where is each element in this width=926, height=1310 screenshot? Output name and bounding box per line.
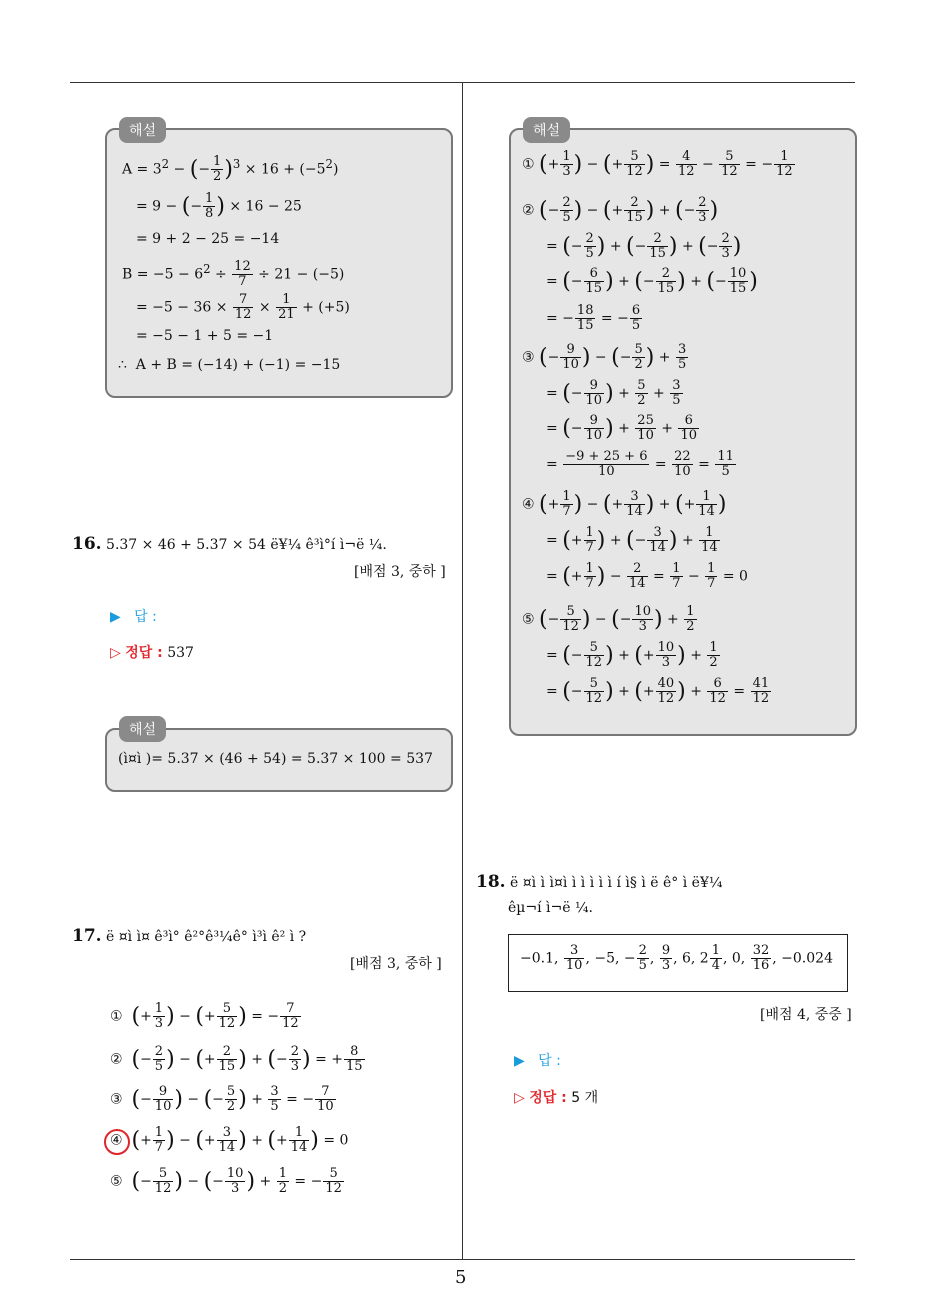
number-list: −0.1, $\frac{3}{10}$ , −5, − $\frac{2}{5}$ , $\frac{9}{3}$ , 6, 2 $\frac{1}{4}$ , 0, $\frac{32}{16}$ , −0.024 (520, 943, 833, 973)
play-outline-icon: ▷ (110, 645, 121, 661)
question-text: 5.37 × 46 + 5.37 × 54 ë¥¼ ê³ì°í ì¬ë ¼. (106, 537, 387, 553)
box1-line-2: = 9 − (− $\frac{1}{8}$ ) × 16 − 25 (136, 191, 302, 221)
q17-option-2: ② (− $\frac{2}{5}$ ) − (+ $\frac{2}{15}$ ) + (− $\frac{2}{3}$ ) = + $\frac{8}{15}$ (110, 1044, 363, 1074)
play-icon: ▶ (514, 1053, 525, 1069)
question-text-line-1: ë ¤ì ì ì¤ì ì ì ì ì ì í ì§ ì ë ê° ì ë¥¼ (510, 875, 723, 891)
q17-option-4: ④ (+ $\frac{1}{7}$ ) − (+ $\frac{3}{14}$ ) + (+ $\frac{1}{14}$ ) = 0 (110, 1125, 349, 1155)
explanation-tag: 해설 (119, 716, 166, 742)
answer-row-16 (110, 606, 157, 626)
correct-label: 정답 : (529, 1090, 567, 1106)
option-mark: ② (110, 1051, 123, 1068)
question-16-score: [배점 3, 중하 ] (354, 564, 446, 580)
box2-line-1: ① (+ $\frac{1}{3}$ ) − (+ $\frac{5}{12}$ ) = $\frac{4}{12}$ − $\frac{5}{12}$ = − $\frac{1}{12}$ (522, 149, 793, 179)
box2-line-6: ③ (− $\frac{9}{10}$ ) − (− $\frac{5}{2}$ ) + $\frac{3}{5}$ (522, 342, 687, 372)
box1-line-1: $A = 3^2$ − (− $\frac{1}{2}$ )$^3 \times 16 + (-5^2)$ (122, 154, 339, 184)
q17-option-3: ③ (− $\frac{9}{10}$ ) − (− $\frac{5}{2}$ ) + $\frac{3}{5}$ = − $\frac{7}{10}$ (110, 1084, 334, 1114)
box1-line-4: $B = -5 - 6^2$ ÷ $\frac{12}{7}$ ÷ 21 − (−5) (122, 259, 345, 289)
correct-value: 537 (167, 645, 194, 661)
question-number: 17. (72, 926, 102, 946)
question-16 (72, 534, 387, 554)
question-18 (476, 872, 722, 892)
correct-row-16 (110, 642, 194, 662)
question-18-score: [배점 4, 중중 ] (760, 1007, 852, 1023)
option-mark: ① (110, 1008, 123, 1025)
box2-line-8: = (− $\frac{9}{10}$ ) + $\frac{25}{10}$ + $\frac{6}{10}$ (546, 413, 698, 443)
play-outline-icon: ▷ (514, 1090, 525, 1106)
question-17-score: [배점 3, 중하 ] (350, 956, 442, 972)
box2-line-7: = (− $\frac{9}{10}$ ) + $\frac{5}{2}$ + $\frac{3}{5}$ (546, 378, 681, 408)
option-mark: ④ (110, 1132, 123, 1149)
question-18-line-2: êµ¬í ì¬ë ¼. (508, 900, 594, 916)
box2-line-4: = (− $\frac{6}{15}$ ) + (− $\frac{2}{15}$ ) + (− $\frac{10}{15}$ ) (546, 266, 758, 296)
box1-line-3: = 9 + 2 − 25 = −14 (136, 231, 280, 247)
box2-line-14: = (− $\frac{5}{12}$ ) + (+ $\frac{10}{3}$ ) + $\frac{1}{2}$ (546, 640, 718, 670)
option-mark: ③ (110, 1091, 123, 1108)
box2-line-11: = (+ $\frac{1}{7}$ ) + (− $\frac{3}{14}$ ) + $\frac{1}{14}$ (546, 525, 718, 555)
explanation-tag: 해설 (523, 117, 570, 143)
question-text: ë ¤ì ì¤ ê³ì° ê²°ê³¼ê° ì³ì ê² ì ? (106, 929, 307, 945)
question-17 (72, 926, 306, 946)
question-number: 16. (72, 534, 102, 554)
box1-line-5: = −5 − 36 × $\frac{7}{12}$ × $\frac{1}{21}$ + (+5) (136, 292, 350, 322)
column-divider (462, 82, 463, 1260)
play-icon: ▶ (110, 609, 121, 625)
q17-option-1: ① (+ $\frac{1}{3}$ ) − (+ $\frac{5}{12}$ ) = − $\frac{7}{12}$ (110, 1001, 299, 1031)
box16-line: (ì¤ì )= 5.37 × (46 + 54) = 5.37 × 100 = 537 (118, 751, 433, 767)
explanation-tag: 해설 (119, 117, 166, 143)
answer-label: 답 : (134, 609, 157, 625)
box2-line-2: ② (− $\frac{2}{5}$ ) − (+ $\frac{2}{15}$ ) + (− $\frac{2}{3}$ ) (522, 195, 719, 225)
box2-line-15: = (− $\frac{5}{12}$ ) + (+ $\frac{40}{12}$ ) + $\frac{6}{12}$ = $\frac{41}{12}$ (546, 676, 770, 706)
answer-label: 답 : (538, 1053, 561, 1069)
box2-line-10: ④ (+ $\frac{1}{7}$ ) − (+ $\frac{3}{14}$ ) + (+ $\frac{1}{14}$ ) (522, 489, 727, 519)
correct-row-18 (514, 1087, 598, 1107)
question-number: 18. (476, 872, 506, 892)
box2-line-9: = $\frac{-9 + 25 + 6}{10}$ = $\frac{22}{10}$ = $\frac{11}{5}$ (546, 449, 734, 479)
q17-option-5: ⑤ (− $\frac{5}{12}$ ) − (− $\frac{10}{3}$ ) + $\frac{1}{2}$ = − $\frac{5}{12}$ (110, 1166, 342, 1196)
box2-line-12: = (+ $\frac{1}{7}$ ) − $\frac{2}{14}$ = $\frac{1}{7}$ − $\frac{1}{7}$ = 0 (546, 561, 748, 591)
box2-line-3: = (− $\frac{2}{5}$ ) + (− $\frac{2}{15}$ ) + (− $\frac{2}{3}$ ) (546, 231, 742, 261)
correct-label: 정답 : (125, 645, 163, 661)
page-number: 5 (455, 1267, 467, 1288)
box2-line-13: ⑤ (− $\frac{5}{12}$ ) − (− $\frac{10}{3}$ ) + $\frac{1}{2}$ (522, 604, 695, 634)
correct-value: 5 개 (571, 1090, 599, 1106)
option-mark: ⑤ (110, 1173, 123, 1190)
box1-line-7: ∴ A + B = (−14) + (−1) = −15 (118, 357, 341, 373)
bottom-rule (70, 1259, 855, 1260)
answer-row-18 (514, 1050, 561, 1070)
box1-line-6: = −5 − 1 + 5 = −1 (136, 328, 274, 344)
box2-line-5: = − $\frac{18}{15}$ = − $\frac{6}{5}$ (546, 303, 641, 333)
